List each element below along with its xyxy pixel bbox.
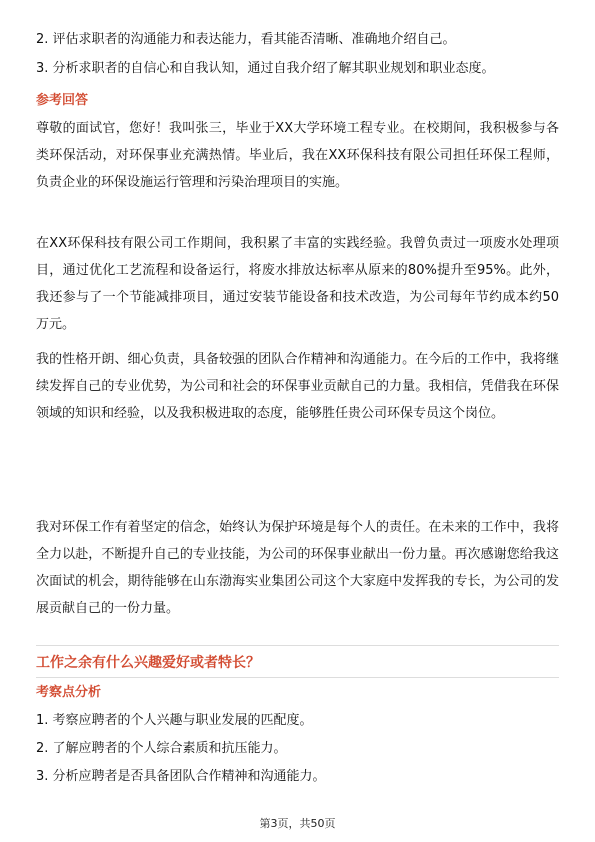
intro-point-3: 3. 分析求职者的自信心和自我认知，通过自我介绍了解其职业规划和职业态度。 [36,61,495,76]
answer-paragraph-3: 我的性格开朗、细心负责，具备较强的团队合作精神和沟通能力。在今后的工作中，我将继续发挥自己的专业优势，为公司和社会的环保事业贡献自己的力量。我相信，凭借我在环保领域的知识和经验，以及我积极进取的态度，能够胜任贵公司环保专员这个岗位。 [36,352,559,421]
analysis-point-2: 2. 了解应聘者的个人综合素质和抗压能力。 [36,741,287,756]
section-divider-bottom [36,677,559,678]
section-divider-top [36,645,559,646]
answer-paragraph-1: 尊敬的面试官，您好！我叫张三，毕业于XX大学环境工程专业。在校期间，我积极参与各类环保活动，对环保事业充满热情。毕业后，我在XX环保科技有限公司担任环保工程师，负责企业的环保设施运行管理和污染治理项目的实施。 [36,121,559,190]
analysis-point-1: 1. 考察应聘者的个人兴趣与职业发展的匹配度。 [36,713,313,728]
answer-paragraph-4: 我对环保工作有着坚定的信念，始终认为保护环境是每个人的责任。在未来的工作中，我将全力以赴，不断提升自己的专业技能，为公司的环保事业献出一份力量。再次感谢您给我这次面试的机会，期待能够在山东渤海实业集团公司这个大家庭中发挥我的专长，为公司的发展贡献自己的一份力量。 [36,520,559,616]
interview-question: 工作之余有什么兴趣爱好或者特长？ [36,655,260,671]
page-footer: 第3页，共50页 [259,817,336,830]
intro-point-2: 2. 评估求职者的沟通能力和表达能力，看其能否清晰、准确地介绍自己。 [36,32,456,47]
analysis-point-3: 3. 分析应聘者是否具备团队合作精神和沟通能力。 [36,769,326,784]
analysis-heading: 考察点分析 [36,685,102,700]
answer-paragraph-2: 在XX环保科技有限公司工作期间，我积累了丰富的实践经验。我曾负责过一项废水处理项目，通过优化工艺流程和设备运行，将废水排放达标率从原来的80%提升至95%。此外，我还参与了一个节能减排项目，通过安装节能设备和技术改造，为公司每年节约成本约50万元。 [36,236,559,332]
answer-heading: 参考回答 [36,93,89,108]
